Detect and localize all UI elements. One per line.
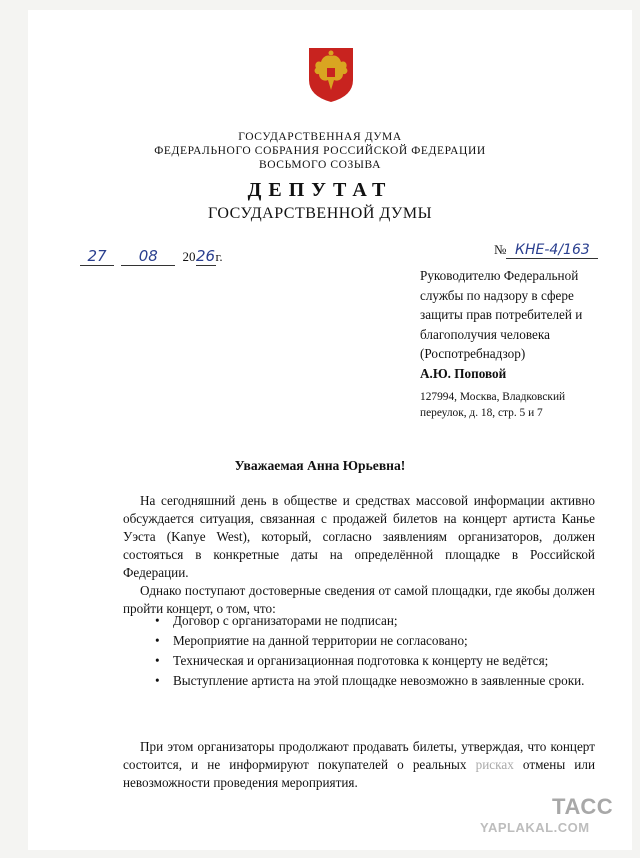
bullet-icon: • [155, 633, 160, 648]
bullet-list [155, 612, 595, 692]
number-prefix: № [494, 242, 507, 257]
paragraph-1: На сегодняшний день в обществе и средствах массовой информации активно обсуждается ситуация, связанная с продажей билетов на концерт артиста Канье Уэста (Kanye West), который, согласно заявлениям организаторов, должен состояться в конкретные даты на определённой площадке в Российской Федерации. [123, 493, 595, 580]
date-line [80, 247, 223, 266]
addressee-line: (Роспотребнадзор) [420, 346, 526, 361]
paragraph-3: При этом организаторы продолжают продавать билеты, утверждая, что концерт состоится, и не информируют покупателей о реальных рисках отмены или невозможности проведения мероприятия. [123, 739, 595, 790]
list-item: • Мероприятие на данной территории не согласовано; [155, 633, 468, 648]
russian-coat-of-arms-icon [306, 46, 356, 104]
addressee-name: А.Ю. Поповой [420, 365, 507, 381]
addressee-line: защиты прав потребителей и [420, 307, 583, 322]
number-value: КНЕ-4/163 [506, 242, 598, 259]
header-subtitle: ГОСУДАРСТВЕННОЙ ДУМЫ [207, 205, 433, 222]
list-item: • Договор с организаторами не подписан; [155, 613, 398, 628]
addressee-line: Руководителю Федеральной [420, 268, 579, 283]
addressee-line: благополучия человека [420, 326, 550, 342]
postal-line: 127994, Москва, Владковский [420, 391, 566, 403]
bullet-icon: • [155, 673, 160, 688]
date-year-hand: 26 [195, 247, 216, 265]
reference-number [494, 242, 598, 259]
bullet-icon: • [155, 613, 160, 628]
date-day: 27 [80, 247, 114, 266]
date-year-prefix: 20 [182, 249, 196, 264]
bullet-icon: • [155, 653, 160, 668]
header-line-federal-assembly: ФЕДЕРАЛЬНОГО СОБРАНИЯ РОССИЙСКОЙ ФЕДЕРАЦИИ [154, 145, 486, 157]
tass-watermark: ТАСС [552, 794, 614, 819]
header-line-state-duma: ГОСУДАРСТВЕННАЯ ДУМА [238, 131, 402, 143]
postal-line: переулок, д. 18, стр. 5 и 7 [420, 407, 543, 419]
addressee-line: службы по надзору в сфере [420, 287, 574, 303]
date-suffix: г. [215, 249, 223, 264]
site-watermark: YAPLAKAL.COM [480, 820, 590, 835]
addressee-block [420, 266, 620, 421]
date-month: 08 [121, 247, 175, 266]
header-line-convocation: ВОСЬМОГО СОЗЫВА [258, 159, 382, 171]
header-title: ДЕПУТАТ [247, 179, 393, 201]
paragraph-2: Однако поступают достоверные сведения от самой площадки, где якобы должен пройти концерт, о том, что: [123, 583, 595, 616]
list-item: • Выступление артиста на этой площадке невозможно в заявленные сроки. [155, 673, 585, 688]
list-item: • Техническая и организационная подготовка к концерту не ведётся; [155, 653, 549, 668]
addressee-postal [420, 389, 620, 421]
letter-greeting: Уважаемая Анна Юрьевна! [234, 458, 406, 473]
faded-word: рисках [475, 757, 514, 772]
